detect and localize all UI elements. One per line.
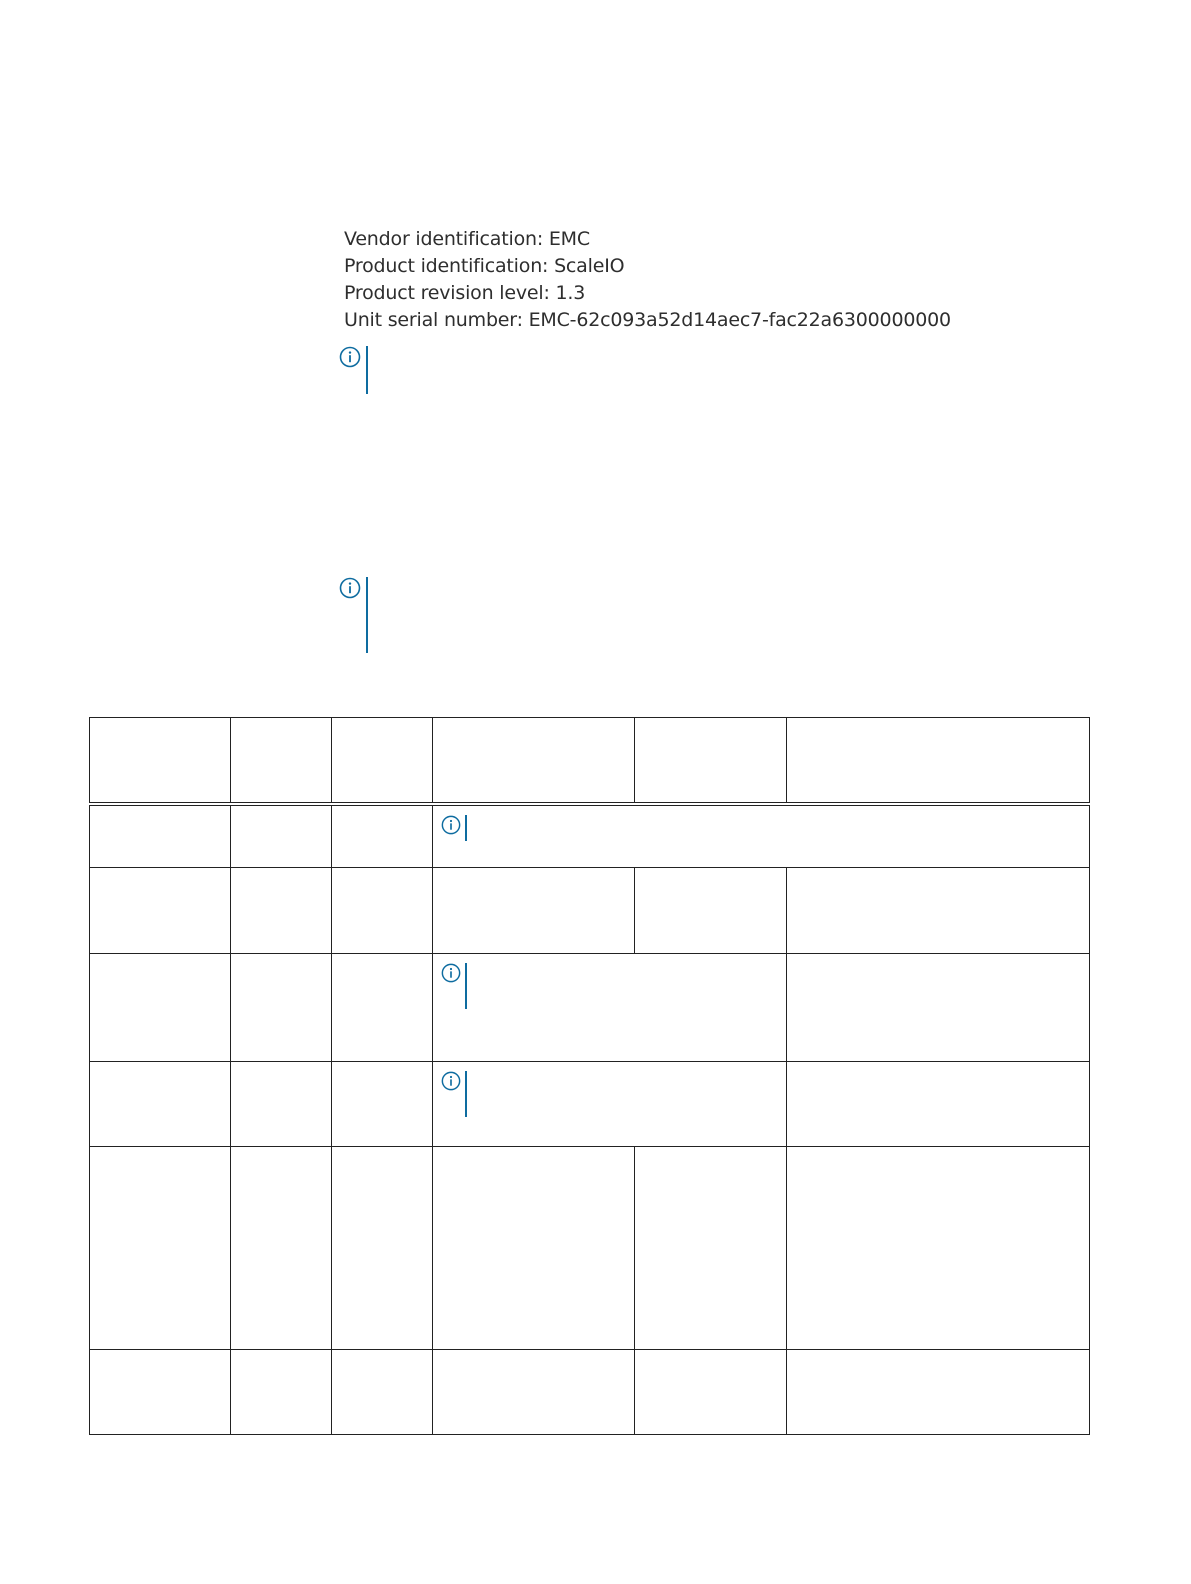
note-callout-2 <box>339 577 368 653</box>
table-cell <box>231 1146 332 1349</box>
table-cell <box>231 1061 332 1146</box>
table-cell <box>332 1146 433 1349</box>
table-cell <box>231 804 332 867</box>
table-cell <box>90 1349 231 1434</box>
table-cell <box>787 1146 1090 1349</box>
table-row <box>90 1146 1090 1349</box>
vendor-identification: Vendor identification: EMC <box>344 228 590 250</box>
header-cell-2 <box>231 718 332 805</box>
table-cell <box>231 867 332 953</box>
note-callout-1 <box>339 346 368 394</box>
table-cell <box>332 867 433 953</box>
header-cell-4 <box>433 718 635 805</box>
table-cell <box>332 1349 433 1434</box>
note-bar <box>465 1071 467 1117</box>
header-cell-6 <box>787 718 1090 805</box>
table-row <box>90 867 1090 953</box>
table-cell <box>635 1146 787 1349</box>
table-cell <box>90 804 231 867</box>
header-cell-1 <box>90 718 231 805</box>
device-info-block <box>344 226 951 334</box>
table-cell <box>332 953 433 1061</box>
info-icon <box>441 1071 461 1091</box>
table-cell <box>231 953 332 1061</box>
table-cell <box>635 867 787 953</box>
table-cell <box>787 867 1090 953</box>
table-cell <box>90 1061 231 1146</box>
header-cell-3 <box>332 718 433 805</box>
table-cell <box>635 1349 787 1434</box>
product-revision-level: Product revision level: 1.3 <box>344 282 586 304</box>
table-cell <box>787 953 1090 1061</box>
table-cell <box>231 1349 332 1434</box>
unit-serial-number: Unit serial number: EMC-62c093a52d14aec7-fac22a6300000000 <box>344 309 951 331</box>
table-cell-note <box>433 804 1090 867</box>
table-cell <box>787 1349 1090 1434</box>
table-row <box>90 953 1090 1061</box>
note-bar <box>366 346 368 394</box>
table-cell-note <box>433 953 787 1061</box>
table-cell <box>90 867 231 953</box>
info-icon <box>339 346 361 368</box>
table-cell <box>90 953 231 1061</box>
table-cell <box>332 804 433 867</box>
table-cell <box>90 1146 231 1349</box>
note-bar <box>366 577 368 653</box>
table-row <box>90 1061 1090 1146</box>
table-cell <box>433 1349 635 1434</box>
info-icon <box>339 577 361 599</box>
table-cell <box>787 1061 1090 1146</box>
table-header-row <box>90 718 1090 805</box>
table-cell <box>433 1146 635 1349</box>
parameters-table <box>89 717 1090 1435</box>
info-icon <box>441 815 461 835</box>
product-identification: Product identification: ScaleIO <box>344 255 625 277</box>
table-cell <box>433 867 635 953</box>
note-bar <box>465 963 467 1009</box>
note-bar <box>465 815 467 841</box>
table-cell <box>332 1061 433 1146</box>
header-cell-5 <box>635 718 787 805</box>
table-row <box>90 1349 1090 1434</box>
table-row <box>90 804 1090 867</box>
info-icon <box>441 963 461 983</box>
table-cell-note <box>433 1061 787 1146</box>
